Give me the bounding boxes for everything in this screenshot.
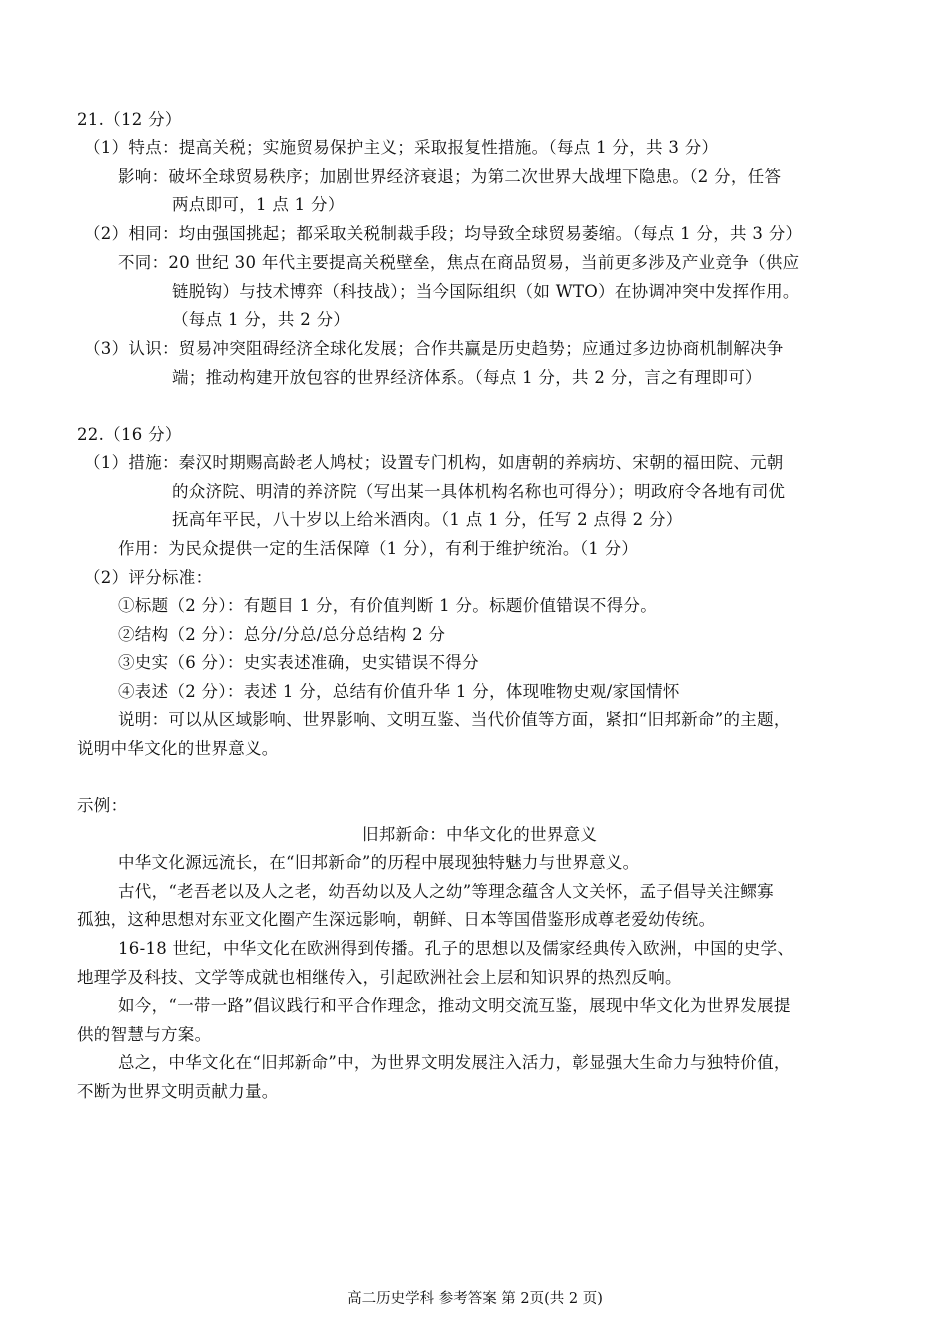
criterion-structure: ②结构（2 分）：总分/分总/总分总结构 2 分 <box>118 625 446 644</box>
q22-heading: 22.（16 分） <box>77 425 182 444</box>
q21-part3-view: （3）认识：贸易冲突阻碍经济全球化发展；合作共赢是历史趋势；应通过多边协商机制解决争 <box>84 339 784 358</box>
q22-part1-effect: 作用：为民众提供一定的生活保障（1 分），有利于维护统治。（1 分） <box>118 539 639 558</box>
q22-note-cont: 说明中华文化的世界意义。 <box>77 739 279 758</box>
q21-part1-traits: （1）特点：提高关税；实施贸易保护主义；采取报复性措施。（每点 1 分，共 3 分） <box>84 138 719 157</box>
q22-note: 说明：可以从区域影响、世界影响、文明互鉴、当代价值等方面，紧扣“旧邦新命”的主题， <box>118 710 791 729</box>
q22-part1-measures-cont: 的众济院、明清的养济院（写出某一具体机构名称也可得分）；明政府令各地有司优 <box>172 482 786 501</box>
example-para4-cont: 供的智慧与方案。 <box>77 1025 212 1044</box>
example-para5-cont: 不断为世界文明贡献力量。 <box>77 1082 279 1101</box>
q21-part2-diff: 不同：20 世纪 30 年代主要提高关税壁垒，焦点在商品贸易，当前更多涉及产业竞争（供应 <box>118 253 800 272</box>
criterion-expression: ④表述（2 分）：表述 1 分，总结有价值升华 1 分，体现唯物史观/家国情怀 <box>118 682 680 701</box>
page-footer: 高二历史学科 参考答案 第 2页(共 2 页) <box>347 1291 603 1307</box>
q21-heading: 21.（12 分） <box>77 110 182 129</box>
q22-part2-title: （2）评分标准： <box>84 568 213 587</box>
example-title: 旧邦新命：中华文化的世界意义 <box>362 825 598 844</box>
q21-part1-impact: 影响：破坏全球贸易秩序；加剧世界经济衰退；为第二次世界大战埋下隐患。（2 分，任答 <box>118 167 782 186</box>
example-para3: 16-18 世纪，中华文化在欧洲得到传播。孔子的思想以及儒家经典传入欧洲，中国的史学、 <box>118 939 795 958</box>
example-para3-cont: 地理学及科技、文学等成就也相继传入，引起欧洲社会上层和知识界的热烈反响。 <box>77 968 682 987</box>
example-label: 示例： <box>77 796 128 815</box>
example-para2: 古代，“老吾老以及人之老，幼吾幼以及人之幼”等理念蕴含人文关怀，孟子倡导关注鳏寡 <box>118 882 774 901</box>
example-para4: 如今，“一带一路”倡议践行和平合作理念，推动文明交流互鉴，展现中华文化为世界发展提 <box>118 996 791 1015</box>
q21-part2-same: （2）相同：均由强国挑起；都采取关税制裁手段；均导致全球贸易萎缩。（每点 1 分，共 3 分） <box>84 224 803 243</box>
example-para1: 中华文化源远流长，在“旧邦新命”的历程中展现独特魅力与世界意义。 <box>118 853 640 872</box>
q21-part2-diff-cont: 链脱钩）与技术博弈（科技战）；当今国际组织（如 WTO）在协调冲突中发挥作用。 <box>172 282 800 301</box>
example-para5: 总之，中华文化在“旧邦新命”中，为世界文明发展注入活力，彰显强大生命力与独特价值， <box>118 1053 791 1072</box>
q22-part1-measures-cont2: 抚高年平民，八十岁以上给米酒肉。（1 点 1 分，任写 2 点得 2 分） <box>172 510 683 529</box>
q21-part3-view-cont: 端；推动构建开放包容的世界经济体系。（每点 1 分，共 2 分，言之有理即可） <box>172 368 762 387</box>
example-para2-cont: 孤独，这种思想对东亚文化圈产生深远影响，朝鲜、日本等国借鉴形成尊老爱幼传统。 <box>77 910 716 929</box>
q21-part1-impact-cont: 两点即可，1 点 1 分） <box>172 195 345 214</box>
criterion-facts: ③史实（6 分）：史实表述准确，史实错误不得分 <box>118 653 479 672</box>
criterion-title: ①标题（2 分）：有题目 1 分，有价值判断 1 分。标题价值错误不得分。 <box>118 596 658 615</box>
q21-part2-score: （每点 1 分，共 2 分） <box>172 310 351 329</box>
q22-part1-measures: （1）措施：秦汉时期赐高龄老人鸠杖；设置专门机构，如唐朝的养病坊、宋朝的福田院、元朝 <box>84 453 784 472</box>
